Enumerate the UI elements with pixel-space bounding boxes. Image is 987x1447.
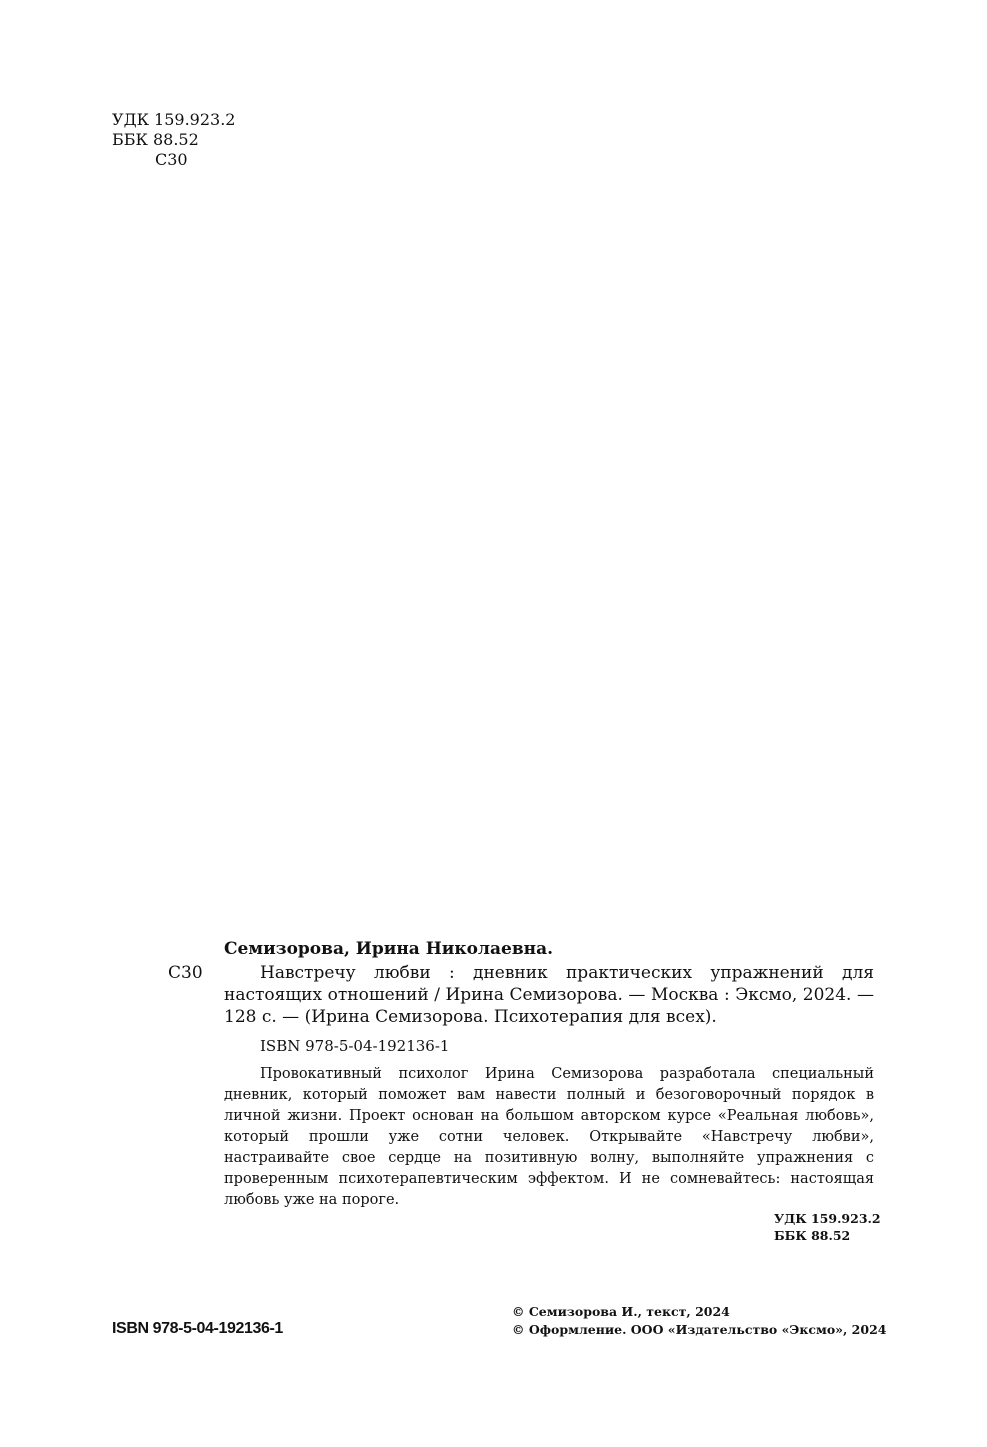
bibliographic-description: Навстречу любви : дневник практических упражнений для настоящих отношений / Ирина Семизорова. — Москва : Эксмо, 2024. — 128 с. — (Ирина Семизорова. Психотерапия для всех). xyxy=(224,963,874,1027)
classification-codes-bottom xyxy=(774,1210,881,1244)
copyright-block xyxy=(512,1303,886,1339)
record-isbn: ISBN 978-5-04-192136-1 xyxy=(260,1037,450,1055)
author-heading: Семизорова, Ирина Николаевна. xyxy=(224,939,554,959)
cutter-code: С30 xyxy=(155,150,188,169)
classification-codes-top xyxy=(112,110,235,170)
copyright-text: © Семизорова И., текст, 2024 xyxy=(512,1304,730,1319)
record-udk-code: УДК 159.923.2 xyxy=(774,1211,881,1226)
record-bbk-code: ББК 88.52 xyxy=(774,1228,851,1243)
copyright-design: © Оформление. ООО «Издательство «Эксмо», 2024 xyxy=(512,1322,887,1337)
udk-code: УДК 159.923.2 xyxy=(112,110,236,129)
footer-isbn: ISBN 978-5-04-192136-1 xyxy=(112,1320,283,1337)
annotation: Провокативный психолог Ирина Семизорова разработала специальный дневник, который поможет вам навести полный и безоговорочный порядок в личной жизни. Проект основан на большом авторском курсе «Реальная любовь», который прошли уже сотни человек. Открывайте «Навстречу любви», настраивайте свое сердце на позитивную волну, выполняйте упражнения с проверенным психотерапевтическим эффектом. И не сомневайтесь: настоящая любовь уже на пороге. xyxy=(224,1066,874,1208)
record-cutter-code: С30 xyxy=(168,963,203,983)
bbk-code: ББК 88.52 xyxy=(112,130,199,149)
